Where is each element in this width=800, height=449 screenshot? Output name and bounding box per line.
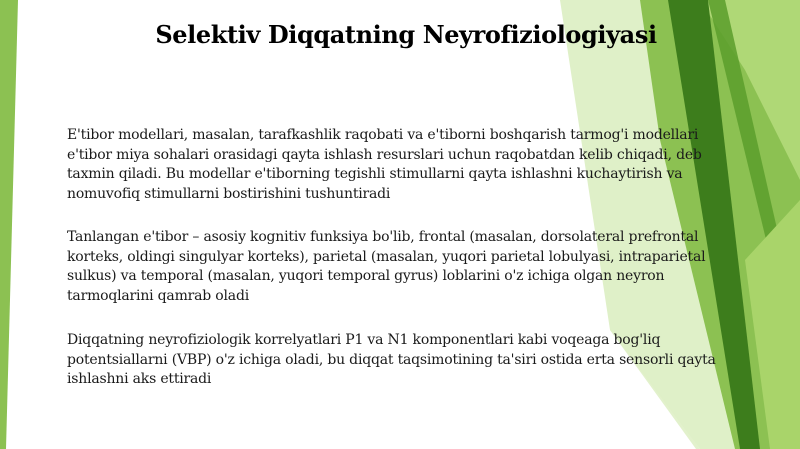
- left-edge-facet: [0, 0, 18, 449]
- paragraph-selective-attention: Tanlangan e'tibor – asosiy kognitiv funksiya bo'lib, frontal (masalan, dorsolateral prefrontal korteks, oldingi singulyar korteks), parietal (masalan, yuqori parietal lobulyasi, intraparietal sulkus) va temporal (masalan, yuqori temporal gyrus) loblarini o'z ichiga olgan neyron tarmoqlarini qamrab oladi: [67, 229, 706, 304]
- paragraph-neurophysiological-correlates: Diqqatning neyrofiziologik korrelyatlari P1 va N1 komponentlari kabi voqeaga bog'liq potentsiallarni (VBP) o'z ichiga oladi, bu diqqat taqsimotining ta'siri ostida erta sensorli qayta ishlashni aks ettiradi: [67, 332, 716, 387]
- slide-title: Selektiv Diqqatning Neyrofiziologiyasi: [155, 20, 657, 49]
- paragraph-attention-models: E'tibor modellari, masalan, tarafkashlik raqobati va e'tiborni boshqarish tarmog'i modellari e'tibor miya sohalari orasidagi qayta ishlash resurslari uchun raqobatdan kelib chiqadi, deb taxmin qiladi. Bu modellar e'tiborning tegishli stimullarni qayta ishlashni kuchaytirish va nomuvofiq stimullarni bostirishini tushuntiradi: [67, 127, 702, 202]
